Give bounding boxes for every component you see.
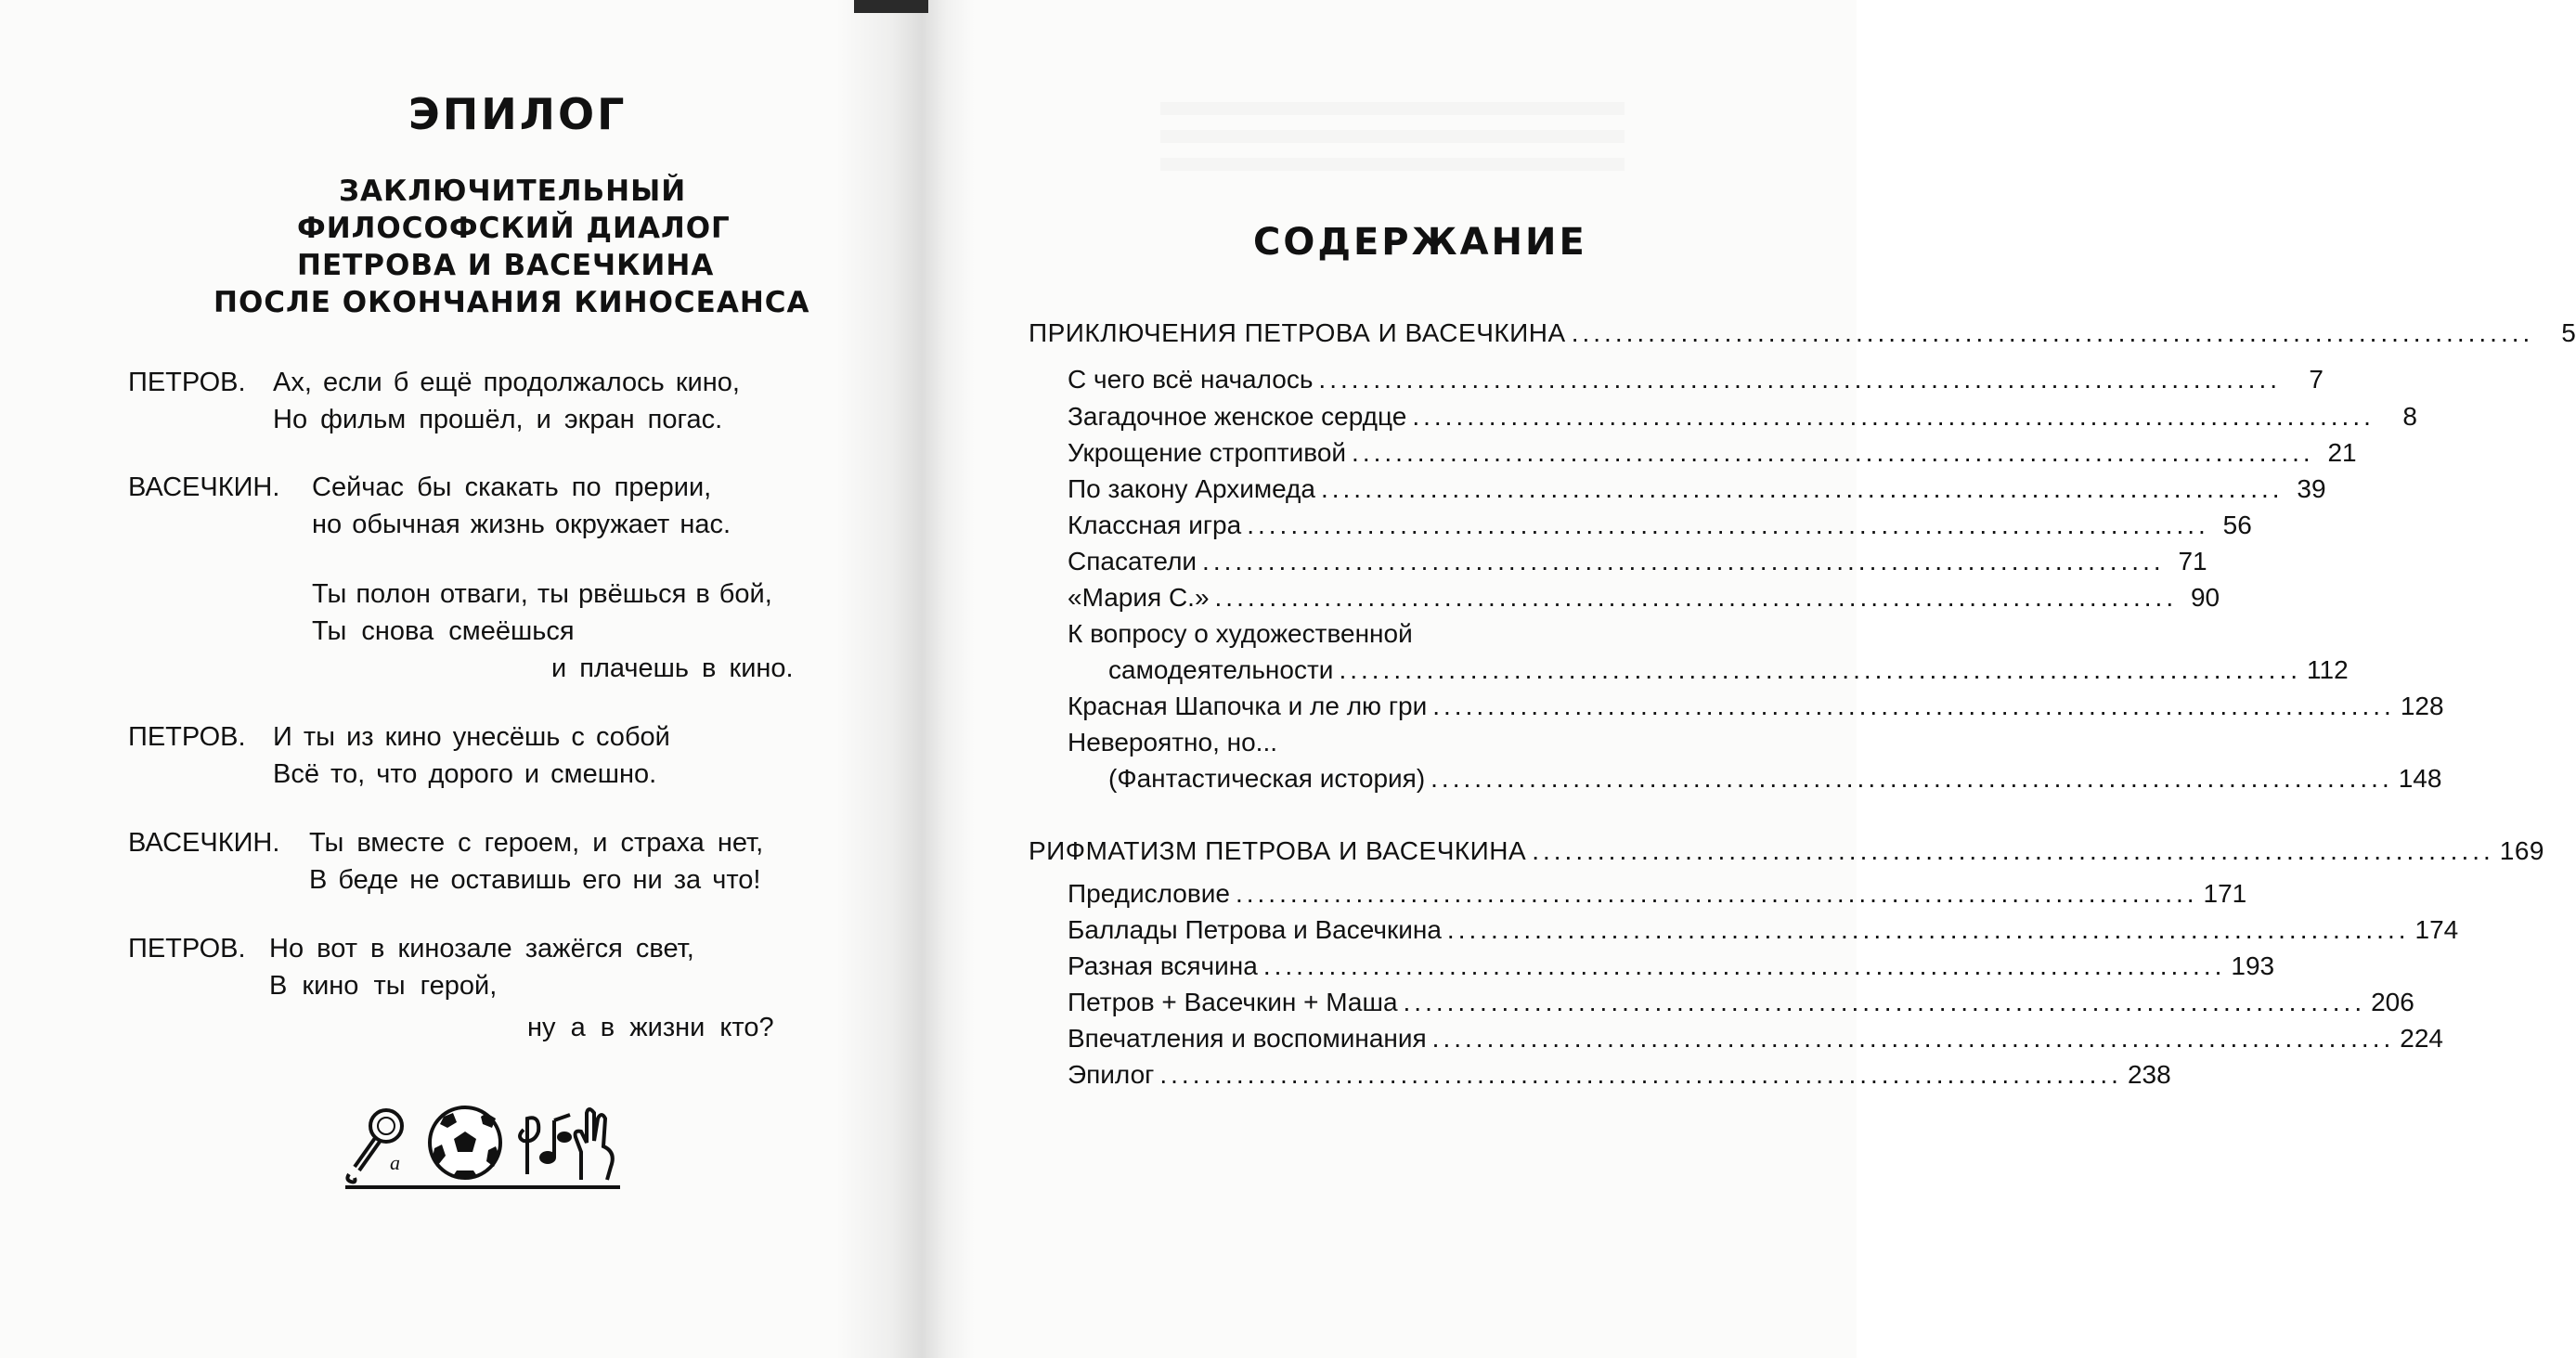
toc-entry-title-line1: К вопросу о художественной [1068, 619, 1413, 648]
dialogue-line: Но фильм прошёл, и экран погас. [273, 405, 723, 434]
dialogue-line: но обычная жизнь окружает нас. [312, 510, 731, 539]
toc-entry [1068, 1057, 2171, 1093]
speaker-name: ВАСЕЧКИН. [128, 828, 280, 858]
toc-entry-title: Красная Шапочка и ле лю гри [1068, 692, 1428, 720]
toc-page-number: 21 [2327, 438, 2357, 467]
speaker-name: ПЕТРОВ. [128, 368, 246, 397]
toc-entry-title: По закону Архимеда [1068, 474, 1315, 503]
dialogue-line: В беде не оставишь его ни за что! [309, 865, 761, 895]
toc-entry-title: Загадочное женское сердце [1068, 402, 1407, 431]
subtitle-line: ЗАКЛЮЧИТЕЛЬНЫЙ [339, 175, 687, 208]
toc-entry [1068, 472, 2326, 507]
toc-entry-title: Баллады Петрова и Васечкина [1068, 915, 1442, 944]
toc-entry [1068, 362, 2324, 397]
toc-leader: ........................................................................................ [1403, 988, 2366, 1016]
toc-page-number: 7 [2309, 365, 2324, 394]
toc-entry [1068, 435, 2357, 471]
speaker-name: ВАСЕЧКИН. [128, 472, 280, 502]
toc-section [1029, 316, 2576, 351]
toc-entry [1068, 912, 2459, 948]
toc-section-title: РИФМАТИЗМ ПЕТРОВА И ВАСЕЧКИНА [1029, 836, 1527, 865]
dialogue-line: Ты вместе с героем, и страха нет, [309, 828, 764, 858]
toc-entry-title: самодеятельности [1108, 655, 1334, 684]
toc-entry-title: (Фантастическая история) [1108, 764, 1426, 793]
toc-leader: ........................................................................................ [1339, 655, 2302, 684]
toc-entry-title: Классная игра [1068, 511, 1242, 539]
toc-leader: ........................................................................................ [1532, 836, 2494, 865]
dialogue-line: Ты снова смеёшься [312, 616, 575, 646]
dialogue-line: И ты из кино унесёшь с собой [273, 722, 670, 752]
toc-page-number: 56 [2222, 511, 2252, 539]
toc-entry [1068, 985, 2414, 1020]
toc-page-number: 174 [2414, 915, 2459, 944]
toc-leader: ........................................................................................ [1430, 764, 2393, 793]
scan-edge [854, 0, 928, 13]
toc-page-number: 71 [2178, 547, 2207, 576]
toc-entry-title: С чего всё началось [1068, 365, 1314, 394]
toc-entry [1108, 653, 2349, 688]
toc-page-number: 128 [2400, 692, 2444, 720]
toc-entry-title: Петров + Васечкин + Маша [1068, 988, 1398, 1016]
toc-leader: ........................................................................................ [1432, 692, 2395, 720]
toc-entry [1068, 399, 2417, 434]
toc-entry-title: Укрощение строптивой [1068, 438, 1347, 467]
toc-leader: ........................................................................................ [1352, 438, 2314, 467]
toc-entry [1068, 544, 2207, 579]
speaker-name: ПЕТРОВ. [128, 934, 246, 964]
toc-leader: ........................................................................................ [1247, 511, 2209, 539]
dialogue-line: Всё то, что дорого и смешно. [273, 759, 657, 789]
soccer-ball-icon [430, 1107, 500, 1178]
toc-entry-title: Спасатели [1068, 547, 1197, 576]
toc-leader: ........................................................................................ [1571, 318, 2534, 347]
drawing-letter: a [390, 1151, 400, 1174]
hand-icon [576, 1109, 613, 1180]
toc-page-number: 112 [2307, 655, 2349, 684]
speaker-name: ПЕТРОВ. [128, 722, 246, 752]
toc-leader: ........................................................................................ [1235, 879, 2198, 908]
toc-page-number: 39 [2297, 474, 2326, 503]
toc-page-number: 8 [2402, 402, 2417, 431]
chapter-doodle [342, 1100, 639, 1197]
subtitle-line: ПОСЛЕ ОКОНЧАНИЯ КИНОСЕАНСА [214, 286, 810, 319]
epilogue-title: ЭПИЛОГ [408, 89, 628, 139]
toc-leader: ........................................................................................ [1262, 951, 2226, 980]
toc-section-title: ПРИКЛЮЧЕНИЯ ПЕТРОВА И ВАСЕЧКИНА [1029, 318, 1566, 347]
epilogue-subtitle [139, 173, 938, 321]
toc-leader: ........................................................................................ [1214, 583, 2178, 612]
toc-page-number: 148 [2398, 764, 2442, 793]
dialogue-line: В кино ты герой, [269, 971, 498, 1001]
dialogue-line: Ты полон отваги, ты рвёшься в бой, [312, 579, 772, 609]
toc-leader: ........................................................................................ [1320, 474, 2284, 503]
dialogue-line: Ах, если б ещё продолжалось кино, [273, 368, 740, 397]
subtitle-line: ПЕТРОВА И ВАСЕЧКИНА [297, 249, 715, 282]
toc-entry [1108, 761, 2442, 796]
toc-entry [1068, 876, 2247, 912]
toc-leader: ........................................................................................ [1202, 547, 2165, 576]
bleed-through [1160, 102, 1625, 176]
toc-entry-title: Предисловие [1068, 879, 1230, 908]
toc-page-number: 171 [2203, 879, 2247, 908]
toc-page-number: 169 [2499, 836, 2544, 865]
toc-leader: ........................................................................................ [1318, 365, 2281, 394]
toc-entry-title: Эпилог [1068, 1060, 1155, 1089]
toc-page-number: 193 [2231, 951, 2275, 980]
toc-leader: ........................................................................................ [1159, 1060, 2122, 1089]
toc-entry-title: Впечатления и воспоминания [1068, 1024, 1427, 1053]
dialogue-line: ну а в жизни кто? [527, 1013, 774, 1042]
toc-entry-title: «Мария С.» [1068, 583, 1210, 612]
toc-page-number: 238 [2127, 1060, 2171, 1089]
toc-entry-title: Разная всячина [1068, 951, 1258, 980]
dialogue-line: Но вот в кинозале зажёгся свет, [269, 934, 694, 964]
toc-entry [1068, 689, 2444, 724]
toc-entry [1068, 1021, 2443, 1056]
toc-leader: ........................................................................................ [1412, 402, 2375, 431]
toc-section [1029, 834, 2544, 869]
toc-entry-title-line1: Невероятно, но... [1068, 728, 1278, 757]
toc-leader: ........................................................................................ [1431, 1024, 2395, 1053]
music-notes-icon [520, 1115, 570, 1174]
dialogue-line: и плачешь в кино. [551, 653, 794, 683]
toc-entry [1068, 508, 2252, 543]
toc-entry [1068, 949, 2275, 984]
toc-page-number: 5 [2561, 318, 2576, 347]
toc-page-number: 90 [2190, 583, 2220, 612]
toc-page-number: 224 [2400, 1024, 2443, 1053]
dialogue-line: Сейчас бы скакать по прерии, [312, 472, 712, 502]
toc-leader: ........................................................................................ [1446, 915, 2410, 944]
toc-entry [1068, 580, 2220, 615]
toc-title: СОДЕРЖАНИЕ [1253, 221, 1587, 264]
toc-page-number: 206 [2371, 988, 2414, 1016]
subtitle-line: ФИЛОСОФСКИЙ ДИАЛОГ [297, 212, 731, 245]
